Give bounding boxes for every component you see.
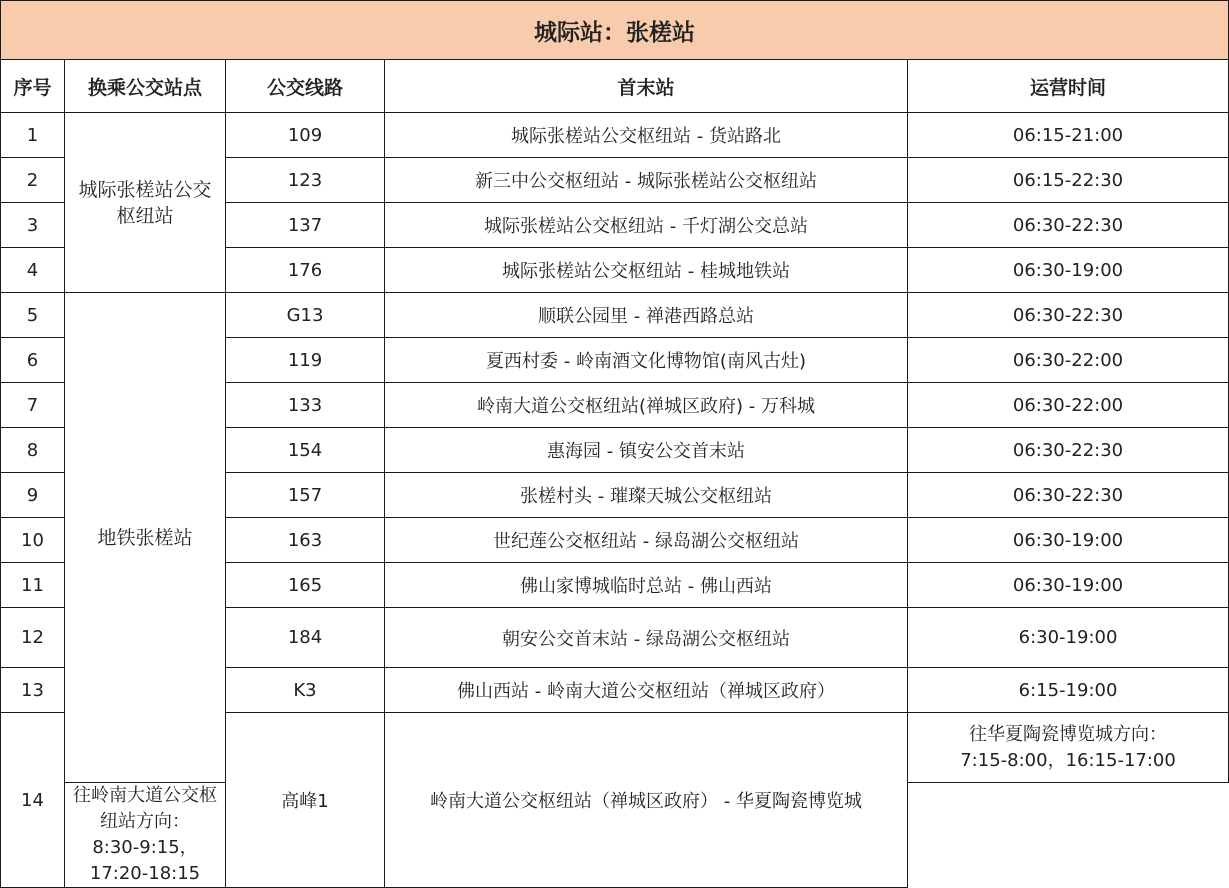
terminals: 岭南大道公交枢纽站(禅城区政府) - 万科城: [385, 383, 908, 428]
row-number: 14: [1, 713, 65, 888]
row-number: 9: [1, 473, 65, 518]
terminals: 惠海园 - 镇安公交首末站: [385, 428, 908, 473]
route-number: 119: [226, 338, 385, 383]
table-row: [1, 293, 1229, 338]
direction-times: 7:15-8:00，16:15-17:00: [960, 749, 1176, 771]
row-number: 4: [1, 248, 65, 293]
transfer-stop-intercity: [65, 113, 226, 293]
route-number: G13: [226, 293, 385, 338]
route-number: 高峰1: [226, 713, 385, 888]
terminals: 世纪莲公交枢纽站 - 绿岛湖公交枢纽站: [385, 518, 908, 563]
direction-label: 往华夏陶瓷博览城方向：: [969, 723, 1168, 745]
terminals: 佛山西站 - 岭南大道公交枢纽站（禅城区政府）: [385, 668, 908, 713]
header-hours: 运营时间: [908, 60, 1229, 113]
row-number: 12: [1, 608, 65, 668]
route-number: 184: [226, 608, 385, 668]
terminals: 城际张槎站公交枢纽站 - 桂城地铁站: [385, 248, 908, 293]
operating-hours: 06:30-22:30: [908, 473, 1229, 518]
route-number: 133: [226, 383, 385, 428]
terminals: 张槎村头 - 璀璨天城公交枢纽站: [385, 473, 908, 518]
table-row: [1, 113, 1229, 158]
direction-times: 8:30-9:15，17:20-18:15: [89, 837, 201, 884]
header-stop: 换乘公交站点: [65, 60, 226, 113]
row-number: 6: [1, 338, 65, 383]
row-number: 10: [1, 518, 65, 563]
header-terminals: 首末站: [385, 60, 908, 113]
operating-hours: 06:15-22:30: [908, 158, 1229, 203]
row-number: 1: [1, 113, 65, 158]
operating-hours: 06:30-19:00: [908, 248, 1229, 293]
terminals: 朝安公交首末站 - 绿岛湖公交枢纽站: [385, 608, 908, 668]
route-number: 165: [226, 563, 385, 608]
header-route: 公交线路: [226, 60, 385, 113]
operating-hours: 6:15-19:00: [908, 668, 1229, 713]
terminals: 城际张槎站公交枢纽站 - 货站路北: [385, 113, 908, 158]
operating-hours-direction-a: [908, 713, 1229, 783]
row-number: 13: [1, 668, 65, 713]
route-number: 123: [226, 158, 385, 203]
row-number: 11: [1, 563, 65, 608]
route-number: 109: [226, 113, 385, 158]
route-number: 137: [226, 203, 385, 248]
terminals: 城际张槎站公交枢纽站 - 千灯湖公交总站: [385, 203, 908, 248]
operating-hours: 06:30-22:00: [908, 338, 1229, 383]
row-number: 8: [1, 428, 65, 473]
operating-hours: 06:15-21:00: [908, 113, 1229, 158]
operating-hours: 06:30-19:00: [908, 563, 1229, 608]
terminals: 岭南大道公交枢纽站（禅城区政府） - 华夏陶瓷博览城: [385, 713, 908, 888]
terminals: 夏西村委 - 岭南酒文化博物馆(南风古灶): [385, 338, 908, 383]
operating-hours: 06:30-22:30: [908, 428, 1229, 473]
terminals: 顺联公园里 - 禅港西路总站: [385, 293, 908, 338]
operating-hours: 06:30-19:00: [908, 518, 1229, 563]
row-number: 7: [1, 383, 65, 428]
row-number: 3: [1, 203, 65, 248]
operating-hours: 6:30-19:00: [908, 608, 1229, 668]
terminals: 新三中公交枢纽站 - 城际张槎站公交枢纽站: [385, 158, 908, 203]
route-number: 176: [226, 248, 385, 293]
transfer-stop-label: 城际张槎站公交枢纽站: [78, 178, 212, 227]
header-no: 序号: [1, 60, 65, 113]
row-number: 2: [1, 158, 65, 203]
direction-label: 往岭南大道公交枢纽站方向：: [73, 785, 217, 832]
route-number: 157: [226, 473, 385, 518]
terminals: 佛山家博城临时总站 - 佛山西站: [385, 563, 908, 608]
operating-hours: 06:30-22:00: [908, 383, 1229, 428]
route-number: 163: [226, 518, 385, 563]
operating-hours: 06:30-22:30: [908, 293, 1229, 338]
operating-hours: 06:30-22:30: [908, 203, 1229, 248]
route-number: 154: [226, 428, 385, 473]
table-title: 城际站：张槎站: [1, 1, 1229, 60]
route-number: K3: [226, 668, 385, 713]
transfer-stop-label: 地铁张槎站: [97, 526, 193, 549]
header-row: [1, 60, 1229, 113]
title-row: [1, 1, 1229, 60]
operating-hours-direction-b: [65, 783, 226, 888]
transfer-stop-metro: [65, 293, 226, 783]
row-number: 5: [1, 293, 65, 338]
